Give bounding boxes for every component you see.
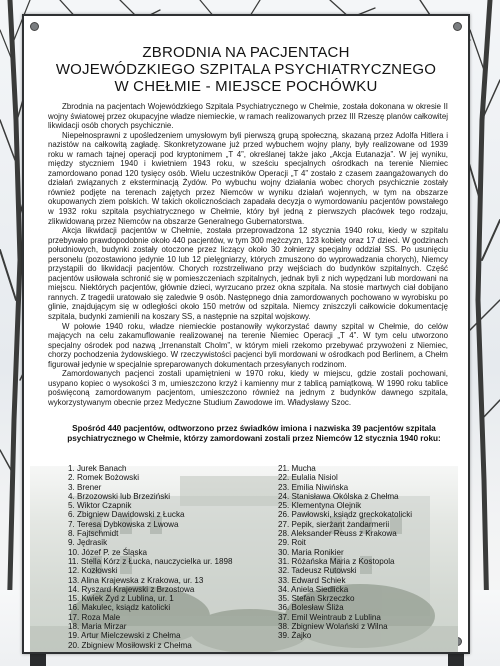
list-item: 10. Józef P. ze Śląska [68, 547, 148, 557]
list-item: 31. Różańska Maria z Kostopola [278, 556, 395, 566]
paragraph: W połowie 1940 roku, władze niemieckie postanowiły wykorzystać dawny szpital w Chełmie, do celów mających na celu zakamuflowanie realizowanej na terenie Niemiec Operacji „T 4”. W tym celu utworzono specjalny ośrodek pod nazwą „Irrenanstalt Cholm”, w którym mieli rzekomo przebywać przywożeni z Niemiec, chorzy pochodzenia żydowskiego. W rzeczywistości pacjenci byli mordowani w ośrodkach pod Berlinem, a Chełm figurował jedynie w specjalnie spreparowanych dokumentach przesyłanych rodzinom. [48, 321, 448, 369]
list-item: 18. Maria Mirzar [68, 622, 127, 632]
list-item: 12. Kozłowski [68, 566, 118, 576]
list-item: 3. Brener [68, 482, 102, 492]
memorial-sign-board [22, 14, 470, 654]
list-item: 15. Kwiek Żyd z Lublina, ur. 1 [68, 594, 174, 604]
paragraph: Akcja likwidacji pacjentów w Chełmie, została przeprowadzona 12 stycznia 1940 roku, kiedy w szpitalu przebywało prawdopodobnie około 440 pacjentów, w tym 300 mężczyzn, 123 kobiety oraz 17 dzieci. W godzinach południowych, budynki zostały otoczone przez liczący około 30 żołnierzy specjalny oddział SS. Po usunięciu personelu (pozostawiono jedynie 10 lub 12 pielęgniarzy, których zmuszono do wyprowadzania chorych), Niemcy przystąpili do likwidacji pacjentów. Chorych rozstrzeliwano przy wejściach do budynków szpitalnych. Część pacjentów usiłowała schronić się w pomieszczeniach szpitalnych, jednak byli z nich wypędzani lub mordowani na miejscu. Niektórych pacjentów, głównie dzieci, wyrzucano przez okna szpitala. Na stosie martwych ciał dobijano rannych. Z tragedii uratowało się zaledwie 9 osób. Następnego dnia zamordowanych pochowano w wyrobisku po glinie, znajdującym się w odległości około 150 metrów od szpitala. Niemcy zniszczyli całkowicie dokumentację szpitala, budynki zamienili na koszary SS, a następnie na szpital wojskowy. [48, 226, 448, 322]
list-item: 19. Artur Mielczewski z Chełma [68, 631, 181, 641]
list-item: 17. Roza Male [68, 612, 121, 622]
list-item: 32. Tadeusz Rutowski [278, 566, 357, 576]
list-item: 39. Żajko [278, 631, 312, 641]
sign-body-text [48, 102, 448, 408]
sign-title-line: W CHEŁMIE - MIEJSCE POCHÓWKU [114, 78, 378, 95]
list-item: 27. Pepik, sierżant żandarmerii [278, 519, 390, 529]
list-item: 36. Bolesław Śliża [278, 603, 344, 613]
victims-list-heading: Spośród 440 pacjentów, odtworzono przez świadków imiona i nazwiska 39 pacjentów szpitala psychiatrycznego w Chełmie, którzy zamordowani zostali przez Niemców 12 stycznia 1940 roku: [67, 424, 441, 443]
list-item: 5. Wiktor Czapnik [68, 501, 132, 511]
list-item: 28. Aleksander Reuss z Krakowa [278, 529, 397, 539]
list-item: 6. Zbigniew Dawidowski z Łucka [68, 510, 185, 520]
list-item: 26. Pawłowski, ksiądz greckokatolicki [278, 510, 413, 520]
paragraph: Zamordowanych pacjenci zostali upamiętnieni w 1970 roku, kiedy w miejscu, gdzie zostali pochowani, usypano kopiec o wysokości 3 m, umieszczono krzyż i kamienny mur z tablicą pamiątkową. W 1990 roku tablice poświęconą zamordowanym pacjentom, umieszczono również na jednym z budynków dawnego szpitala, wykorzystywanym obecnie przez Medyczne Studium Zawodowe im. Władysławy Szoc. [48, 369, 448, 407]
list-item: 14. Ryszard Krajewski z Brzostowa [68, 584, 195, 594]
sign-title-line: ZBRODNIA NA PACJENTACH [142, 44, 350, 61]
list-item: 8. Fajtschmidt [68, 529, 119, 539]
list-item: 16. Makulec, ksiądz katolicki [68, 603, 171, 613]
victims-list-left [68, 464, 233, 650]
list-item: 4. Brzozowski lub Brzeziński [68, 491, 171, 501]
list-item: 23. Emilia Niwińska [278, 482, 349, 492]
list-item: 1. Jurek Banach [68, 464, 127, 473]
bolt-icon [453, 22, 462, 31]
list-item: 21. Mucha [278, 464, 316, 473]
bolt-icon [30, 22, 39, 31]
paragraph: Niepełnosprawni z upośledzeniem umysłowym byli pierwszą grupą społeczną, skazaną przez Adolfa Hitlera i nazistów na całkowitą zagładę. Skonkretyzowane już przed wybuchem wojny plany, były realizowane od 1939 roku w ramach tajnej operacji pod kryptonimem „T 4”, określanej także jako „Akcja Eutanazja”. W jej wyniku, między styczniem 1940 i kwietniem 1943 roku, w sześciu specjalnych ośrodkach na terenie Niemiec zamordowano ponad 120 tysięcy osób. Wielu uczestników Operacji „T 4” zostało z czasem zaangażowanych do działań związanych z eksterminacją Żydów. Po wybuchu wojny działania wobec chorych psychicznie zostały również podjęte na terenach zajętych przez Niemców w wyniku działań wojennych, w tym na obszarze okupowanych ziem polskich. W takich okolicznościach zapadała decyzja o wymordowaniu pacjentów powstałego w 1932 roku szpitala psychiatrycznego w Chełmie, który był jedną z pierwszych placówek tego rodzaju, zlikwidowaną przez Niemców na obszarze Generalnego Gubernatorstwa. [48, 130, 448, 226]
list-item: 11. Stella Kórz z Łucka, nauczycielka ur. 1898 [68, 556, 233, 566]
list-item: 24. Stanisława Okólska z Chełma [278, 491, 399, 501]
list-item: 13. Alina Krajewska z Krakowa, ur. 13 [68, 575, 204, 585]
list-item: 20. Zbigniew Mosiłowski z Chełma [68, 640, 192, 650]
list-item: 2. Romek Bożowski [68, 473, 140, 483]
list-item: 37. Emil Weintraub z Lublina [278, 612, 381, 622]
list-item: 34. Aniela Siedlicka [278, 584, 349, 594]
sign-title-line: WOJEWÓDZKIEGO SZPITALA PSYCHIATRYCZNEGO [55, 61, 437, 78]
list-item: 22. Eulalia Nisiol [278, 473, 338, 483]
list-item: 35. Stefan Skrzeczko [278, 594, 355, 604]
list-item: 30. Maria Ronikier [278, 547, 344, 557]
list-item: 33. Edward Schiek [278, 575, 346, 585]
list-item: 29. Roit [278, 538, 306, 548]
paragraph: Zbrodnia na pacjentach Wojewódzkiego Szpitala Psychiatrycznego w Chełmie, została dokonana w okresie II wojny światowej przez okupacyjne władze niemieckie, w ramach realizowanych przez III Rzeszę planów całkowitej likwidacji osób chorych psychicznie. [48, 102, 448, 131]
list-item: 9. Jędrasik [68, 538, 108, 548]
list-item: 38. Zbigniew Wolański z Wilna [278, 622, 388, 632]
victims-list-right [278, 464, 412, 641]
list-item: 25. Klementyna Olejnik [278, 501, 362, 511]
list-item: 7. Teresa Dybkowska z Lwowa [68, 519, 179, 529]
sign-title [24, 44, 468, 95]
